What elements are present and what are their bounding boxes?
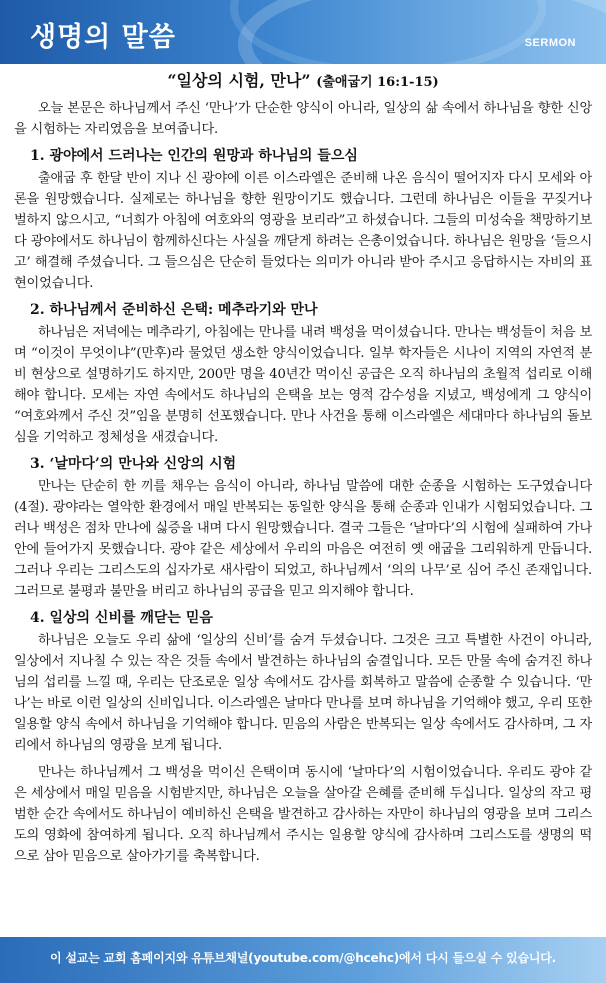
header-banner [0,0,606,64]
header-decoration-2 [230,0,546,64]
sermon-content [0,64,606,937]
footer-notice: 이 설교는 교회 홈페이지와 유튜브채널(youtube.com/@hcehc)에서 다시 들으실 수 있습니다. [50,951,556,965]
section-2-body: 하나님은 저녁에는 메추라기, 아침에는 만나를 내려 백성을 먹이셨습니다. 만나는 백성들이 처음 보며 “이것이 무엇이냐”(만후)라 물었던 생소한 양식이었습니다. 일부 학자들은 시나이 지역의 자연적 분비 현상으로 설명하기도 하지만, 200만 명을 40년간 먹이신 공급은 오직 하나님의 초월적 섭리로 이해해야 합니다. 모세는 자연 속에서도 하나님의 은택을 보는 영적 감수성을 지녔고, 백성에게 그 양식이 “여호와께서 주신 것”임을 분명히 선포했습니다. 만나 사건을 통해 이스라엘은 세대마다 하나님의 돌보심을 기억하고 정체성을 새겼습니다. [14,325,592,445]
section-3-body: 만나는 단순히 한 끼를 채우는 음식이 아니라, 하나님 말씀에 대한 순종을 시험하는 도구였습니다(4절). 광야라는 열악한 환경에서 매일 반복되는 동일한 양식을 통해 순종과 인내가 시험되었습니다. 그러나 백성은 점차 만나에 싫증을 내며 다시 원망했습니다. 결국 그들은 ‘날마다’의 시험에 실패하여 가나안에 들어가지 못했습니다. 광야 같은 세상에서 우리의 마음은 여전히 옛 애굽을 그리워하게 만듭니다. 그러나 우리는 그리스도의 십자가로 새사람이 되었고, 하나님께서 ‘의의 나무’로 심어 주신 존재입니다. 그러므로 불평과 불만을 버리고 하나님의 공급을 믿고 의지해야 합니다. [14,479,592,599]
intro-paragraph: 오늘 본문은 하나님께서 주신 ‘만나’가 단순한 양식이 아니라, 일상의 삶 속에서 하나님을 향한 신앙을 시험하는 자리였음을 보여줍니다. [14,101,592,137]
scripture-reference: (출애굽기 16:1-15) [316,75,439,90]
section-4-heading: 4. 일상의 신비를 깨닫는 믿음 [30,610,213,626]
section-2-heading: 2. 하나님께서 준비하신 은택: 메추라기와 만나 [30,302,318,318]
conclusion-paragraph: 만나는 하나님께서 그 백성을 먹이신 은택이며 동시에 ‘날마다’의 시험이었습니다. 우리도 광야 같은 세상에서 매일 믿음을 시험받지만, 하나님은 오늘을 살아갈 은혜를 준비해 두십니다. 일상의 작고 평범한 순간 속에서도 하나님이 예비하신 은택을 발견하고 감사하는 자만이 하나님의 영광을 보며 그리스도의 영화에 참여하게 됩니다. 오직 하나님께서 주시는 일용할 양식에 감사하며 그리스도를 생명의 떡으로 삼아 믿음으로 살아가기를 축복합니다. [14,765,592,864]
header-title: 생명의 말씀 [30,22,176,53]
sermon-title-text: “일상의 시험, 만나” [167,71,311,90]
header-sermon-label: SERMON [524,37,576,49]
section-4-body: 하나님은 오늘도 우리 삶에 ‘일상의 신비’를 숨겨 두셨습니다. 그것은 크고 특별한 사건이 아니라, 일상에서 지나칠 수 있는 작은 것들 속에서 발견하는 하나님의 숨결입니다. 모든 만물 속에 숨겨진 하나님의 섭리를 느낄 때, 우리는 단조로운 일상 속에서도 감사를 회복하고 말씀에 순종할 수 있습니다. ‘만나’는 바로 이런 일상의 신비입니다. 이스라엘은 날마다 만나를 보며 하나님을 기억해야 했고, 우리 또한 일용할 양식 속에서 하나님을 기억해야 합니다. 믿음의 사람은 반복되는 일상 속에서도 감사하며, 그 자리에서 하나님의 영광을 보게 됩니다. [14,633,592,753]
footer-banner [0,937,606,983]
section-1-body: 출애굽 후 한달 반이 지나 신 광야에 이른 이스라엘은 준비해 나온 음식이 떨어지자 다시 모세와 아론을 원망했습니다. 실제로는 하나님을 향한 원망이기도 했습니다. 그런데 하나님은 이들을 꾸짖거나 벌하지 않으시고, “너희가 아침에 여호와의 영광을 보리라”고 하셨습니다. 그들의 미성숙을 책망하기보다 광야에서도 하나님이 함께하신다는 사실을 깨닫게 하려는 은총이었습니다. 하나님은 원망을 ‘들으시고’ 해결해 주셨습니다. 그 들으심은 단순히 들었다는 의미가 아니라 받아 주시고 응답하시는 자비의 표현이었습니다. [14,171,592,291]
section-3-heading: 3. ‘날마다’의 만나와 신앙의 시험 [30,456,237,472]
section-1-heading: 1. 광야에서 드러나는 인간의 원망과 하나님의 들으심 [30,148,358,164]
sermon-title [0,70,606,94]
